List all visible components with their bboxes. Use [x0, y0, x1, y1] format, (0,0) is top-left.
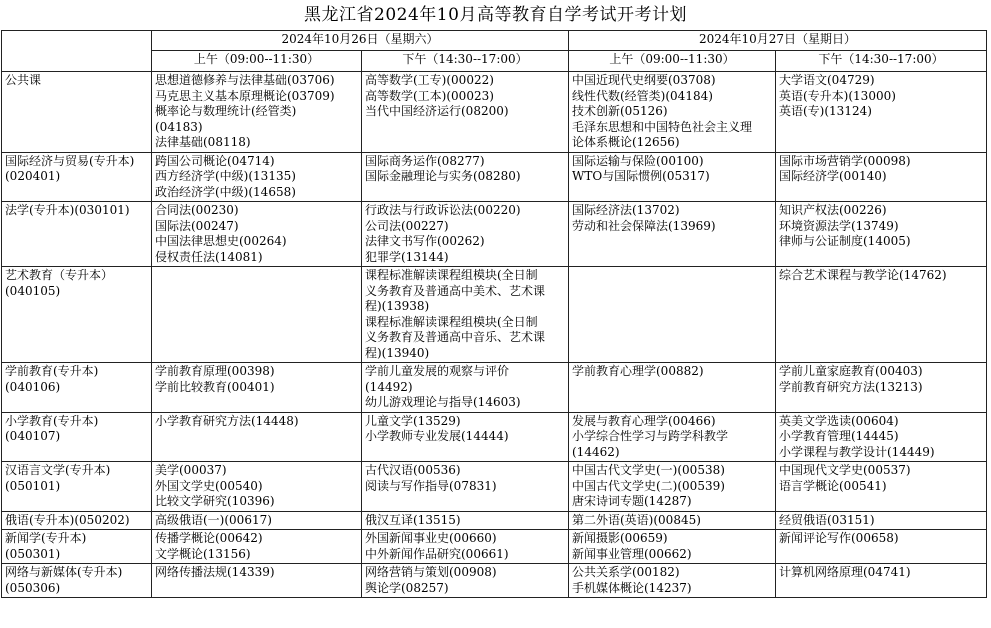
- course-line: 阅读与写作指导(07831): [365, 478, 497, 493]
- course-line: 传播学概论(00642): [155, 531, 263, 545]
- course-line: 小学综合性学习与跨学科教学: [572, 429, 729, 443]
- major-name-line: 新闻学(专升本): [5, 531, 87, 545]
- course-line: 新闻评论写作(00658): [779, 531, 899, 545]
- course-line: 中外新闻作品研究(00661): [365, 546, 509, 561]
- time-slot-day1-pm: 下午（14:30--17:00）: [362, 51, 569, 72]
- session-cell-day2-pm: [776, 511, 987, 530]
- course-line: 律师与公证制度(14005): [779, 234, 911, 248]
- course-line: 外国新闻事业史(00660): [365, 531, 497, 545]
- major-row: [2, 511, 987, 530]
- session-cell-day1-am: [152, 412, 362, 462]
- course-line: 义务教育及普通高中美术、艺术课: [365, 283, 546, 298]
- time-slot-day1-am: 上午（09:00--11:30）: [152, 51, 362, 72]
- course-line: 马克思主义基本原理概论(03709): [155, 88, 335, 103]
- major-name-line: 艺术教育（专升本）: [5, 268, 114, 282]
- session-cell-day1-am: [152, 202, 362, 267]
- major-name-line: (050306): [5, 580, 61, 595]
- session-cell-day1-pm: [362, 462, 569, 512]
- course-line: 国际法(00247): [155, 218, 239, 233]
- course-line: 当代中国经济运行(08200): [365, 104, 509, 118]
- course-line: 文学概论(13156): [155, 546, 251, 561]
- course-line: 学前教育心理学(00882): [572, 364, 704, 378]
- session-cell-day2-am: [569, 267, 776, 363]
- course-line: 英美文学选读(00604): [779, 413, 899, 428]
- major-name-line: (050301): [5, 546, 61, 561]
- session-cell-day2-pm: [776, 267, 987, 363]
- course-line: 国际运输与保险(00100): [572, 153, 704, 168]
- course-line: 新闻摄影(00659): [572, 531, 668, 545]
- session-cell-day2-am: [569, 511, 776, 530]
- course-line: 学前教育原理(00398): [155, 364, 275, 378]
- course-line: 外国文学史(00540): [155, 478, 263, 493]
- course-line: 合同法(00230): [155, 203, 239, 217]
- major-row: [2, 363, 987, 413]
- major-name-line: (040106): [5, 379, 61, 394]
- course-line: 概率论与数理统计(经管类): [155, 104, 297, 118]
- course-line: 舆论学(08257): [365, 580, 449, 595]
- major-cell: [2, 202, 152, 267]
- major-cell: [2, 530, 152, 564]
- major-row: [2, 462, 987, 512]
- major-row: [2, 202, 987, 267]
- session-cell-day1-am: [152, 462, 362, 512]
- course-line: 国际金融理论与实务(08280): [365, 169, 521, 183]
- course-line: 中国现代文学史(00537): [779, 463, 911, 477]
- course-line: 学前比较教育(00401): [155, 379, 275, 394]
- session-cell-day2-pm: [776, 152, 987, 202]
- course-line: 学前儿童家庭教育(00403): [779, 364, 923, 378]
- course-line: 网络营销与策划(00908): [365, 565, 497, 579]
- course-line: 程)(13940): [365, 345, 430, 360]
- session-cell-day1-pm: [362, 267, 569, 363]
- session-cell-day2-pm: [776, 564, 987, 598]
- course-line: 学前儿童发展的观察与评价: [365, 364, 510, 378]
- session-cell-day1-am: [152, 511, 362, 530]
- course-line: 中国古代文学史(二)(00539): [572, 478, 725, 493]
- session-cell-day1-pm: [362, 511, 569, 530]
- course-line: 思想道德修养与法律基础(03706): [155, 73, 335, 87]
- date-header-day2: 2024年10月27日（星期日）: [569, 31, 987, 51]
- course-line: 古代汉语(00536): [365, 463, 461, 477]
- major-row: [2, 72, 987, 153]
- major-cell: [2, 267, 152, 363]
- session-cell-day1-am: [152, 152, 362, 202]
- major-name-line: 学前教育(专升本): [5, 364, 99, 378]
- time-slot-day2-am: 上午（09:00--11:30）: [569, 51, 776, 72]
- major-cell: [2, 462, 152, 512]
- session-cell-day1-am: [152, 72, 362, 153]
- major-name-line: 公共课: [5, 73, 42, 87]
- date-header-day1: 2024年10月26日（星期六）: [152, 31, 569, 51]
- course-line: 义务教育及普通高中音乐、艺术课: [365, 330, 546, 344]
- major-name-line: 俄语(专升本)(050202): [5, 512, 130, 527]
- major-name-line: (050101): [5, 478, 61, 493]
- course-line: 发展与教育心理学(00466): [572, 413, 716, 428]
- course-line: 知识产权法(00226): [779, 203, 887, 217]
- course-line: 计算机网络原理(04741): [779, 565, 911, 579]
- course-line: 法律基础(08118): [155, 135, 251, 149]
- major-row: [2, 412, 987, 462]
- major-cell: [2, 72, 152, 153]
- course-line: 美学(00037): [155, 463, 227, 477]
- course-line: 中国近现代史纲要(03708): [572, 73, 716, 87]
- course-line: 新闻事业管理(00662): [572, 546, 692, 561]
- course-line: 中国古代文学史(一)(00538): [572, 463, 725, 477]
- course-line: 小学课程与教学设计(14449): [779, 444, 935, 459]
- session-cell-day2-am: [569, 72, 776, 153]
- time-slot-day2-pm: 下午（14:30--17:00）: [776, 51, 987, 72]
- major-row: [2, 530, 987, 564]
- session-cell-day2-am: [569, 564, 776, 598]
- course-line: 程)(13938): [365, 299, 430, 313]
- page-title: 黑龙江省2024年10月高等教育自学考试开考计划: [304, 5, 687, 25]
- course-line: 第二外语(英语)(00845): [572, 512, 701, 527]
- session-cell-day2-pm: [776, 202, 987, 267]
- course-line: 公司法(00227): [365, 218, 449, 233]
- session-cell-day1-pm: [362, 363, 569, 413]
- course-line: 跨国公司概论(04714): [155, 153, 275, 168]
- major-name-line: 小学教育(专升本): [5, 413, 99, 428]
- session-cell-day2-pm: [776, 412, 987, 462]
- session-cell-day2-pm: [776, 72, 987, 153]
- session-cell-day2-pm: [776, 462, 987, 512]
- session-cell-day2-am: [569, 363, 776, 413]
- course-line: (04183): [155, 119, 203, 134]
- major-row: [2, 267, 987, 363]
- course-line: 英语(专)(13124): [779, 104, 872, 118]
- course-line: 线性代数(经管类)(04184): [572, 88, 713, 103]
- course-line: 经贸俄语(03151): [779, 512, 875, 527]
- course-line: 犯罪学(13144): [365, 249, 449, 264]
- course-line: 国际经济法(13702): [572, 203, 680, 217]
- session-cell-day2-pm: [776, 363, 987, 413]
- session-cell-day2-am: [569, 530, 776, 564]
- course-line: 网络传播法规(14339): [155, 565, 275, 579]
- course-line: 高级俄语(一)(00617): [155, 512, 272, 527]
- major-row: [2, 564, 987, 598]
- course-line: 小学教育研究方法(14448): [155, 413, 299, 428]
- course-line: 侵权责任法(14081): [155, 249, 263, 264]
- course-line: 环境资源法学(13749): [779, 218, 899, 233]
- major-name-line: 国际经济与贸易(专升本): [5, 153, 135, 168]
- session-cell-day2-am: [569, 412, 776, 462]
- date-header-row: [2, 31, 987, 51]
- course-line: 政治经济学(中级)(14658): [155, 184, 296, 199]
- course-line: 综合艺术课程与教学论(14762): [779, 268, 947, 282]
- course-line: 小学教育管理(14445): [779, 429, 899, 443]
- course-line: 高等数学(工专)(00022): [365, 73, 494, 87]
- session-cell-day1-am: [152, 564, 362, 598]
- course-line: 西方经济学(中级)(13135): [155, 169, 296, 183]
- session-cell-day1-am: [152, 363, 362, 413]
- session-cell-day2-am: [569, 152, 776, 202]
- major-name-line: (040107): [5, 429, 61, 443]
- major-name-line: (020401): [5, 169, 61, 183]
- course-line: 高等数学(工本)(00023): [365, 88, 494, 103]
- course-line: 国际市场营销学(00098): [779, 153, 911, 168]
- exam-schedule-table: [1, 30, 987, 598]
- course-line: 小学教师专业发展(14444): [365, 429, 509, 443]
- course-line: 中国法律思想史(00264): [155, 234, 287, 248]
- course-line: 国际商务运作(08277): [365, 153, 485, 168]
- course-line: 唐宋诗词专题(14287): [572, 494, 692, 508]
- major-cell: [2, 564, 152, 598]
- course-line: 大学语文(04729): [779, 73, 875, 87]
- major-row: [2, 152, 987, 202]
- major-name-line: 汉语言文学(专升本): [5, 463, 111, 477]
- course-line: 课程标准解读课程组模块(全日制: [365, 314, 538, 329]
- session-cell-day1-pm: [362, 152, 569, 202]
- course-line: 论体系概论(12656): [572, 135, 680, 149]
- session-cell-day2-am: [569, 462, 776, 512]
- major-name-line: 网络与新媒体(专升本): [5, 565, 123, 579]
- course-line: 语言学概论(00541): [779, 478, 887, 493]
- course-line: 公共关系学(00182): [572, 565, 680, 579]
- major-cell: [2, 152, 152, 202]
- major-cell: [2, 412, 152, 462]
- course-line: 毛泽东思想和中国特色社会主义理: [572, 119, 753, 134]
- session-cell-day1-pm: [362, 412, 569, 462]
- course-line: 劳动和社会保障法(13969): [572, 218, 716, 233]
- session-cell-day1-pm: [362, 202, 569, 267]
- session-cell-day1-am: [152, 530, 362, 564]
- course-line: 手机媒体概论(14237): [572, 580, 692, 595]
- course-line: 儿童文学(13529): [365, 413, 461, 428]
- session-cell-day2-pm: [776, 530, 987, 564]
- course-line: 法律文书写作(00262): [365, 234, 485, 248]
- course-line: 英语(专升本)(13000): [779, 88, 896, 103]
- session-cell-day1-am: [152, 267, 362, 363]
- course-line: 国际经济学(00140): [779, 169, 887, 183]
- session-cell-day1-pm: [362, 564, 569, 598]
- major-cell: [2, 511, 152, 530]
- major-name-line: 法学(专升本)(030101): [5, 203, 130, 217]
- course-line: (14492): [365, 379, 413, 394]
- session-cell-day1-pm: [362, 530, 569, 564]
- course-line: (14462): [572, 444, 620, 459]
- course-line: 比较文学研究(10396): [155, 494, 275, 508]
- course-line: 课程标准解读课程组模块(全日制: [365, 268, 538, 282]
- course-line: WTO与国际惯例(05317): [572, 169, 710, 183]
- major-name-line: (040105): [5, 283, 61, 298]
- course-line: 学前教育研究方法(13213): [779, 379, 923, 394]
- course-line: 幼儿游戏理论与指导(14603): [365, 395, 521, 409]
- course-line: 技术创新(05126): [572, 104, 668, 118]
- session-cell-day2-am: [569, 202, 776, 267]
- course-line: 行政法与行政诉讼法(00220): [365, 203, 521, 217]
- major-cell: [2, 363, 152, 413]
- session-cell-day1-pm: [362, 72, 569, 153]
- course-line: 俄汉互译(13515): [365, 512, 461, 527]
- corner-cell: [2, 31, 152, 72]
